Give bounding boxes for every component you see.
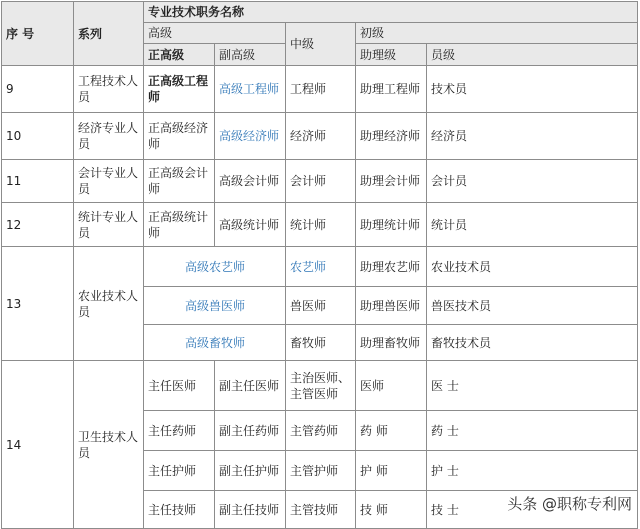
header-staff: 员级 xyxy=(427,44,638,66)
row-intermediate: 主治医师、主管医师 xyxy=(286,361,356,411)
row-vice-senior: 副主任技师 xyxy=(215,491,286,529)
row-number: 11 xyxy=(2,160,74,203)
header-seq: 序 号 xyxy=(2,2,74,66)
row-number: 10 xyxy=(2,113,74,160)
row-vice-senior: 副主任护师 xyxy=(215,451,286,491)
header-full-senior: 正高级 xyxy=(144,44,215,66)
header-senior: 高级 xyxy=(144,23,286,44)
row-assistant: 助理工程师 xyxy=(356,66,427,113)
table-row xyxy=(2,113,638,160)
row-senior: 高级兽医师 xyxy=(144,287,286,325)
header-intermediate: 中级 xyxy=(286,23,356,66)
row-number: 14 xyxy=(2,361,74,529)
row-assistant: 助理会计师 xyxy=(356,160,427,203)
row-full-senior: 正高级工程师 xyxy=(144,66,215,113)
row-vice-senior: 高级统计师 xyxy=(215,203,286,247)
table-row xyxy=(2,203,638,247)
row-intermediate: 工程师 xyxy=(286,66,356,113)
row-staff: 农业技术员 xyxy=(427,247,638,287)
header-assistant: 助理级 xyxy=(356,44,427,66)
row-assistant: 技 师 xyxy=(356,491,427,529)
row-full-senior: 主任护师 xyxy=(144,451,215,491)
row-intermediate: 主管药师 xyxy=(286,411,356,451)
row-staff: 畜牧技术员 xyxy=(427,325,638,361)
row-assistant: 助理畜牧师 xyxy=(356,325,427,361)
watermark-text: 头条 @职称专利网 xyxy=(507,495,632,513)
row-staff: 兽医技术员 xyxy=(427,287,638,325)
row-assistant: 医师 xyxy=(356,361,427,411)
table-row xyxy=(2,247,638,287)
row-assistant: 助理兽医师 xyxy=(356,287,427,325)
row-staff: 会计员 xyxy=(427,160,638,203)
title-table xyxy=(1,1,638,529)
row-senior: 高级农艺师 xyxy=(144,247,286,287)
row-assistant: 助理统计师 xyxy=(356,203,427,247)
row-intermediate: 兽医师 xyxy=(286,287,356,325)
row-number: 9 xyxy=(2,66,74,113)
row-intermediate: 主管技师 xyxy=(286,491,356,529)
row-assistant: 药 师 xyxy=(356,411,427,451)
row-staff: 药 士 xyxy=(427,411,638,451)
watermark xyxy=(507,493,632,514)
row-full-senior: 正高级会计师 xyxy=(144,160,215,203)
table-row xyxy=(2,66,638,113)
row-staff: 技 士 xyxy=(427,491,638,529)
header-title: 专业技术职务名称 xyxy=(144,2,638,23)
row-intermediate: 统计师 xyxy=(286,203,356,247)
row-intermediate: 农艺师 xyxy=(286,247,356,287)
row-full-senior: 主任医师 xyxy=(144,361,215,411)
row-staff: 经济员 xyxy=(427,113,638,160)
row-staff: 护 士 xyxy=(427,451,638,491)
row-staff: 统计员 xyxy=(427,203,638,247)
row-vice-senior: 高级经济师 xyxy=(215,113,286,160)
row-number: 13 xyxy=(2,247,74,361)
row-series: 农业技术人员 xyxy=(74,247,144,361)
header-vice-senior: 副高级 xyxy=(215,44,286,66)
table-row xyxy=(2,361,638,411)
row-full-senior: 正高级经济师 xyxy=(144,113,215,160)
row-series: 统计专业人员 xyxy=(74,203,144,247)
row-assistant: 助理经济师 xyxy=(356,113,427,160)
row-vice-senior: 副主任药师 xyxy=(215,411,286,451)
row-vice-senior: 副主任医师 xyxy=(215,361,286,411)
row-intermediate: 经济师 xyxy=(286,113,356,160)
row-series: 经济专业人员 xyxy=(74,113,144,160)
row-senior: 高级畜牧师 xyxy=(144,325,286,361)
row-assistant: 护 师 xyxy=(356,451,427,491)
row-series: 会计专业人员 xyxy=(74,160,144,203)
row-full-senior: 正高级统计师 xyxy=(144,203,215,247)
row-series: 卫生技术人员 xyxy=(74,361,144,529)
row-intermediate: 会计师 xyxy=(286,160,356,203)
row-series: 工程技术人员 xyxy=(74,66,144,113)
row-intermediate: 主管护师 xyxy=(286,451,356,491)
row-full-senior: 主任药师 xyxy=(144,411,215,451)
row-staff: 医 士 xyxy=(427,361,638,411)
row-number: 12 xyxy=(2,203,74,247)
row-assistant: 助理农艺师 xyxy=(356,247,427,287)
table-row xyxy=(2,160,638,203)
row-intermediate: 畜牧师 xyxy=(286,325,356,361)
row-full-senior: 主任技师 xyxy=(144,491,215,529)
header-series: 系列 xyxy=(74,2,144,66)
row-staff: 技术员 xyxy=(427,66,638,113)
row-vice-senior: 高级会计师 xyxy=(215,160,286,203)
row-vice-senior: 高级工程师 xyxy=(215,66,286,113)
header-junior: 初级 xyxy=(356,23,638,44)
